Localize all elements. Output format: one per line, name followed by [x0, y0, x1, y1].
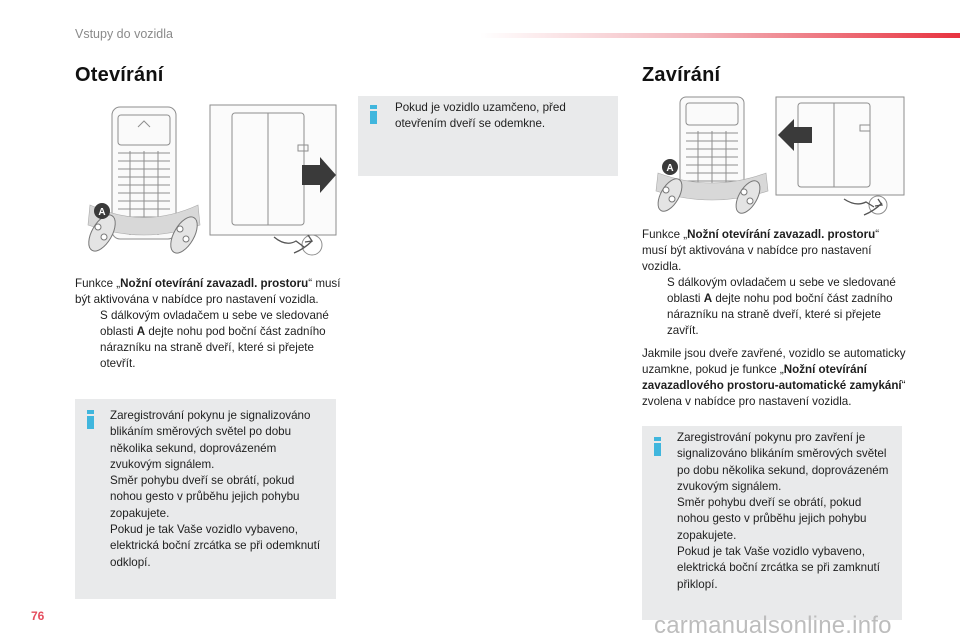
header-accent-bar — [480, 33, 960, 38]
opening-instructions: Funkce „Nožní otevírání zavazadl. prostoru“ musí být aktivována v nabídce pro nastavení vozidla. S dálkovým ovladačem u sebe ve sledované oblasti A dejte nohu pod boční část zadního nárazníku na straně dveří, které si přejete otevřít. — [75, 276, 347, 372]
list-item: S dálkovým ovladačem u sebe ve sledované oblasti A dejte nohu pod boční část zadního nárazníku na straně dveří, které si přejete otevřít. — [100, 309, 329, 370]
watermark: carmanualsonline.info — [654, 612, 892, 639]
title-opening: Otevírání — [75, 64, 164, 86]
info-box-opening: Zaregistrování pokynu je signalizováno blikáním směrových světel po dobu několika sekund, doprovázeném zvukovým signálem. Směr pohybu dveří se obrátí, pokud nohou gesto v průběhu jejich pohybu zopakujete. Pokud je tak Vaše vozidlo vybaveno, elektrická boční zrcátka se při odemknutí odklopí. — [75, 399, 336, 599]
info-box-unlock: Pokud je vozidlo uzamčeno, před otevřením dveří se odemkne. — [358, 96, 618, 176]
illustration-opening — [80, 95, 338, 267]
section-header: Vstupy do vozidla — [75, 27, 173, 41]
foot-gesture — [844, 199, 882, 215]
list-item: S dálkovým ovladačem u sebe ve sledované oblasti A dejte nohu pod boční část zadního nárazníku na straně dveří, které si přejete zavřít. — [667, 276, 896, 337]
foot-gesture — [274, 235, 312, 253]
info-icon — [370, 105, 378, 123]
van-side-view — [776, 97, 904, 214]
zone-a-marker — [94, 203, 110, 219]
zone-a-marker — [662, 159, 678, 175]
info-icon — [654, 437, 662, 455]
svg-text:A: A — [98, 207, 106, 218]
svg-text:A: A — [666, 163, 674, 174]
illustration-closing — [648, 95, 906, 225]
van-top-view — [680, 97, 744, 191]
closing-instructions: Funkce „Nožní otevírání zavazadl. prostoru“ musí být aktivována v nabídce pro nastavení vozidla. S dálkovým ovladačem u sebe ve sledované oblasti A dejte nohu pod boční část zadního nárazníku na straně dveří, které si přejete zavřít. Jakmile jsou dveře zavřené, vozidlo se automaticky uzamkne, pokud je funkce „Nožní otevírání zavazadlového prostoru-automatické zamykání“ zvolena v nabídce pro nastavení vozidla. — [642, 228, 906, 408]
title-closing: Zavírání — [642, 64, 721, 86]
page-number: 76 — [31, 609, 45, 623]
info-box-closing: Zaregistrování pokynu pro zavření je signalizováno blikáním směrových světel po dobu několika sekund, doprovázeném zvukovým signálem. Směr pohybu dveří se obrátí, pokud nohou gesto v průběhu jejich pohybu zopakujete. Pokud je tak Vaše vozidlo vybaveno, elektrická boční zrcátka se při zamknutí přiklopí. — [642, 426, 902, 620]
info-icon — [87, 410, 95, 428]
